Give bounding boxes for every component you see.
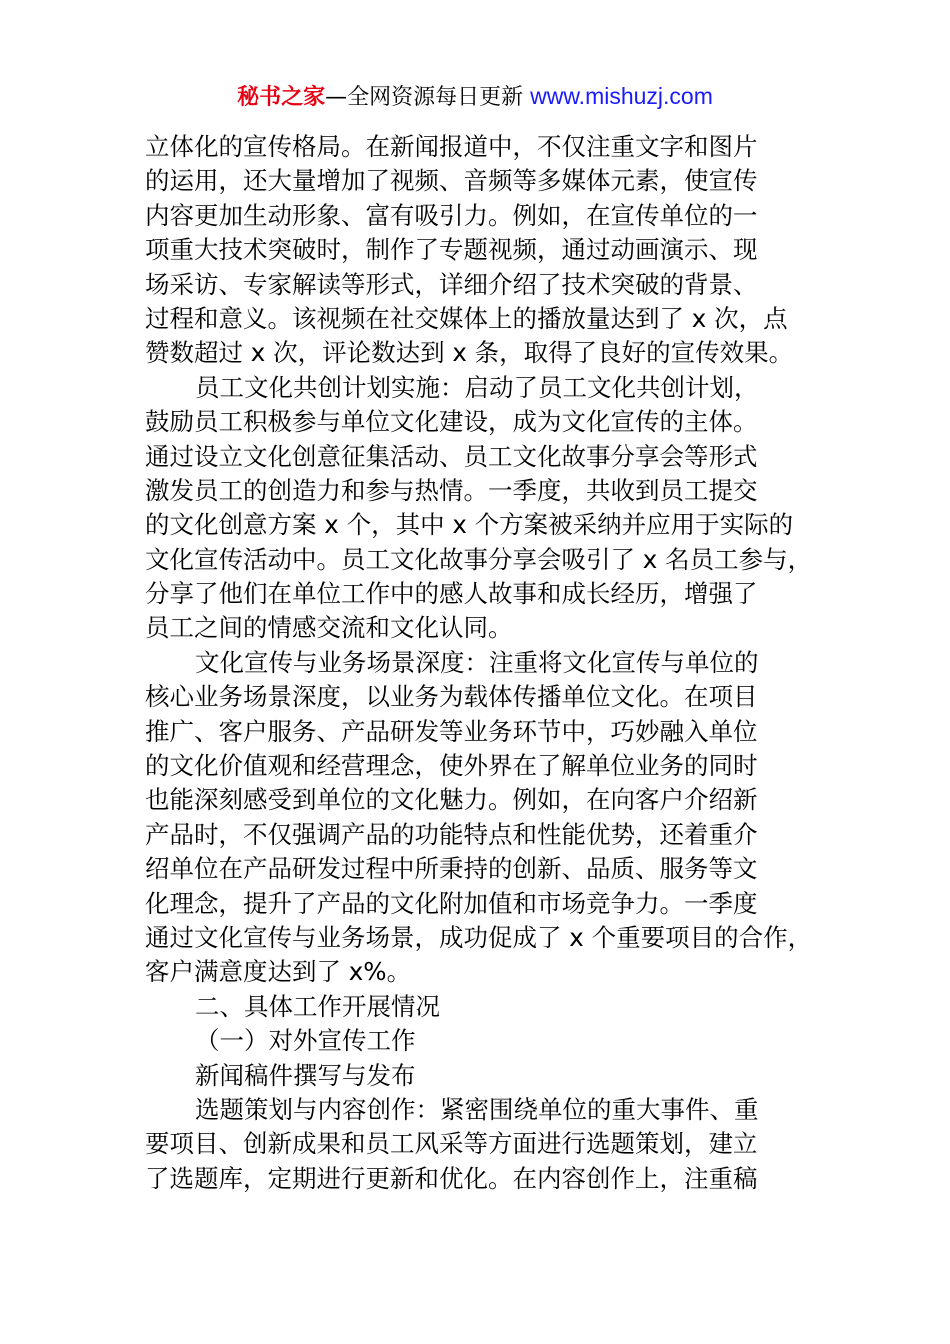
- page-header: [0, 80, 950, 114]
- text-line: 新闻稿件撰写与发布: [195, 1060, 416, 1090]
- text-line: 通过设立文化创意征集活动、员工文化故事分享会等形式: [145, 441, 758, 471]
- text-line: 选题策划与内容创作：紧密围绕单位的重大事件、重: [195, 1094, 759, 1124]
- text-line: 的运用，还大量增加了视频、音频等多媒体元素，使宣传: [145, 166, 758, 196]
- text-line: 二、具体工作开展情况: [195, 991, 440, 1021]
- text-line: 员工之间的情感交流和文化认同。: [145, 613, 513, 643]
- text-line: 文化宣传活动中。员工文化故事分享会吸引了 x 名员工参与，: [145, 544, 813, 574]
- text-line: 过程和意义。该视频在社交媒体上的播放量达到了 x 次，点: [145, 303, 788, 333]
- text-line: 分享了他们在单位工作中的感人故事和成长经历，增强了: [145, 579, 758, 609]
- text-line: 绍单位在产品研发过程中所秉持的创新、品质、服务等文: [145, 854, 758, 884]
- text-line: 的文化创意方案 x 个，其中 x 个方案被采纳并应用于实际的: [145, 510, 794, 540]
- text-line: 化理念，提升了产品的文化附加值和市场竞争力。一季度: [145, 888, 758, 918]
- text-line: （一）对外宣传工作: [195, 1026, 416, 1056]
- text-line: 文化宣传与业务场景深度：注重将文化宣传与单位的: [195, 647, 759, 677]
- text-line: 要项目、创新成果和员工风采等方面进行选题策划，建立: [145, 1129, 758, 1159]
- text-line: 核心业务场景深度，以业务为载体传播单位文化。在项目: [145, 682, 758, 712]
- text-line: 推广、客户服务、产品研发等业务环节中，巧妙融入单位: [145, 716, 758, 746]
- site-url-link[interactable]: www.mishuzj.com: [530, 83, 713, 109]
- text-line: 的文化价值观和经营理念，使外界在了解单位业务的同时: [145, 751, 758, 781]
- text-line: 内容更加生动形象、富有吸引力。例如，在宣传单位的一: [145, 200, 758, 230]
- text-line: 鼓励员工积极参与单位文化建设，成为文化宣传的主体。: [145, 407, 758, 437]
- text-line: 也能深刻感受到单位的文化魅力。例如，在向客户介绍新: [145, 785, 758, 815]
- text-line: 立体化的宣传格局。在新闻报道中，不仅注重文字和图片: [145, 132, 758, 161]
- text-line: 员工文化共创计划实施：启动了员工文化共创计划，: [195, 372, 759, 402]
- text-line: 产品时，不仅强调产品的功能特点和性能优势，还着重介: [145, 819, 758, 849]
- text-line: 客户满意度达到了 x%。: [145, 957, 412, 987]
- site-tagline: —全网资源每日更新: [325, 85, 531, 110]
- text-line: 激发员工的创造力和参与热情。一季度，共收到员工提交: [145, 475, 758, 505]
- text-line: 场采访、专家解读等形式，详细介绍了技术突破的背景、: [145, 269, 758, 299]
- text-line: 通过文化宣传与业务场景，成功促成了 x 个重要项目的合作，: [145, 922, 813, 952]
- document-body: [145, 130, 825, 1196]
- site-brand: 秘书之家: [237, 85, 326, 110]
- text-line: 赞数超过 x 次，评论数达到 x 条，取得了良好的宣传效果。: [145, 338, 794, 368]
- text-line: 项重大技术突破时，制作了专题视频，通过动画演示、现: [145, 235, 758, 265]
- text-line: 了选题库，定期进行更新和优化。在内容创作上，注重稿: [145, 1163, 758, 1193]
